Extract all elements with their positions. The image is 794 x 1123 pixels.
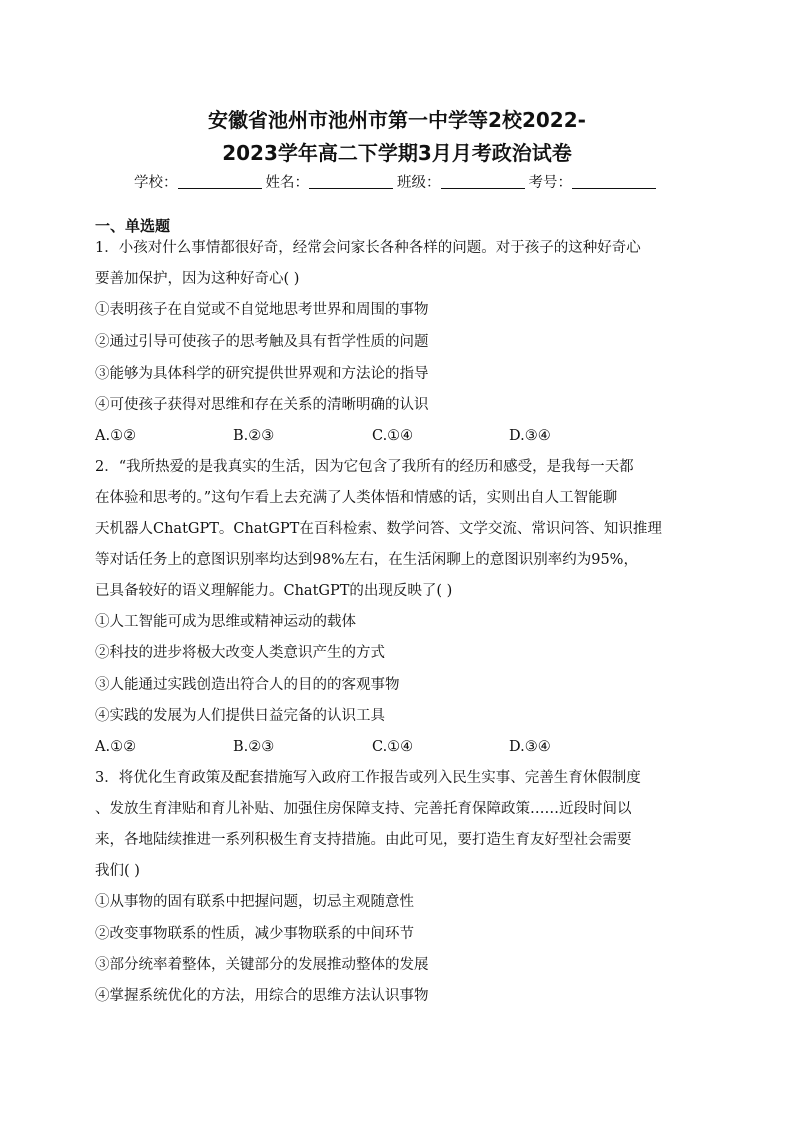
school-label: 学校： <box>134 175 178 191</box>
q2-option-b: B.②③ <box>233 739 275 755</box>
q2-statement: ①人工智能可成为思维或精神运动的载体 <box>95 614 356 630</box>
q3-statement: ①从事物的固有联系中把握问题，切忌主观随意性 <box>95 894 414 910</box>
q1-option-d: D.③④ <box>509 428 551 444</box>
class-blank <box>441 174 525 189</box>
q1-statement: ①表明孩子在自觉或不自觉地思考世界和周围的事物 <box>95 302 429 318</box>
q2-stem-line: 已具备较好的语义理解能力。ChatGPT的出现反映了( ) <box>95 583 453 599</box>
q3-statement: ②改变事物联系的性质，减少事物联系的中间环节 <box>95 926 414 942</box>
q1-option-c: C.①④ <box>372 428 414 444</box>
q3-stem-line: 3．将优化生育政策及配套措施写入政府工作报告或列入民生实事、完善生育休假制度 <box>95 770 641 786</box>
q2-option-c: C.①④ <box>372 739 414 755</box>
q3-stem-line: 、发放生育津贴和育儿补贴、加强住房保障支持、完善托育保障政策……近段时间以 <box>95 801 632 817</box>
name-label: 姓名： <box>265 175 309 191</box>
exam-no-blank <box>572 174 656 189</box>
class-label: 班级： <box>397 175 441 191</box>
q1-option-b: B.②③ <box>233 428 275 444</box>
q3-stem-line: 来，各地陆续推进一系列积极生育支持措施。由此可见，要打造生育友好型社会需要 <box>95 832 632 848</box>
q1-stem-line: 要善加保护，因为这种好奇心( ) <box>95 271 300 287</box>
q3-statement: ③部分统率着整体，关键部分的发展推动整体的发展 <box>95 957 429 973</box>
q2-statement: ②科技的进步将极大改变人类意识产生的方式 <box>95 645 385 661</box>
name-blank <box>309 174 393 189</box>
q2-option-d: D.③④ <box>509 739 551 755</box>
q2-statement: ③人能通过实践创造出符合人的目的的客观事物 <box>95 677 400 693</box>
student-info-row <box>0 171 794 192</box>
q3-statement: ④掌握系统优化的方法，用综合的思维方法认识事物 <box>95 988 429 1004</box>
q1-statement: ③能够为具体科学的研究提供世界观和方法论的指导 <box>95 366 429 382</box>
q2-option-a: A.①② <box>95 739 137 755</box>
q1-option-a: A.①② <box>95 428 137 444</box>
exam-title-line2: 2023学年高二下学期3月月考政治试卷 <box>222 141 572 165</box>
q3-stem-line: 我们( ) <box>95 863 140 879</box>
section-title: 一、单选题 <box>95 217 171 235</box>
q2-statement: ④实践的发展为人们提供日益完备的认识工具 <box>95 708 385 724</box>
q1-statement: ②通过引导可使孩子的思考触及具有哲学性质的问题 <box>95 334 429 350</box>
exam-no-label: 考号： <box>528 175 572 191</box>
q2-stem-line: 天机器人ChatGPT。ChatGPT在百科检索、数学问答、文学交流、常识问答、知识推理 <box>95 521 662 537</box>
q2-stem-line: 等对话任务上的意图识别率均达到98%左右，在生活闲聊上的意图识别率约为95%， <box>95 552 638 568</box>
q2-stem-line: 2．“我所热爱的是我真实的生活，因为它包含了我所有的经历和感受，是我每一天都 <box>95 459 634 475</box>
q1-statement: ④可使孩子获得对思维和存在关系的清晰明确的认识 <box>95 397 429 413</box>
q1-stem-line: 1．小孩对什么事情都很好奇，经常会问家长各种各样的问题。对于孩子的这种好奇心 <box>95 240 641 256</box>
q2-stem-line: 在体验和思考的。”这句乍看上去充满了人类体悟和情感的话，实则出自人工智能聊 <box>95 490 618 506</box>
school-blank <box>178 174 262 189</box>
exam-title-line1: 安徽省池州市池州市第一中学等2校2022- <box>208 108 586 132</box>
